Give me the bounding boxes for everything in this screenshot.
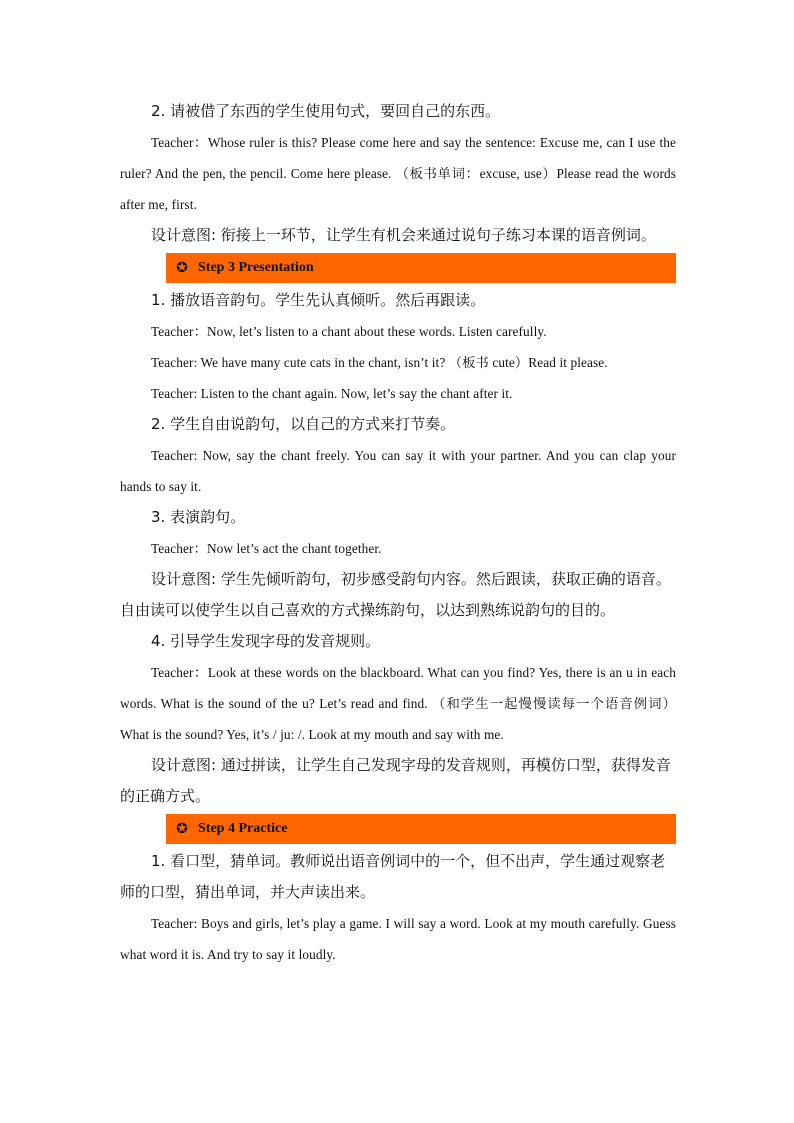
- paragraph: Teacher：Look at these words on the blackboard. What can you find? Yes, there is an u in each words. What is the sound of the u? Let’s read and find. （和学生一起慢慢读每一个语音例词）What is the sound? Yes, it’s / ju: /. Look at my mouth and say with me.: [120, 665, 676, 742]
- star-bullet-icon: ✪: [176, 260, 188, 276]
- paragraph: Teacher: Listen to the chant again. Now, let’s say the chant after it.: [151, 386, 513, 401]
- paragraph: Teacher：Whose ruler is this? Please come here and say the sentence: Excuse me, can I use the ruler? And the pen, the pencil. Come here please. （板书单词：excuse, use）Please read the words after me, first.: [120, 135, 676, 212]
- design-intent: 设计意图: 学生先倾听韵句，初步感受韵句内容。然后跟读，获取正确的语音。自由读可以使学生以自己喜欢的方式操练韵句，以达到熟练说韵句的目的。: [120, 570, 671, 619]
- section-title: Step 4 Practice: [198, 821, 288, 836]
- paragraph: 2. 学生自由说韵句，以自己的方式来打节奏。: [151, 415, 456, 433]
- paragraph: 3. 表演韵句。: [151, 508, 246, 526]
- star-bullet-icon: ✪: [176, 821, 188, 837]
- section-title: Step 3 Presentation: [198, 260, 314, 275]
- paragraph: Teacher：Now, let’s listen to a chant about these words. Listen carefully.: [151, 324, 547, 339]
- paragraph: Teacher: Boys and girls, let’s play a game. I will say a word. Look at my mouth carefully. Guess what word it is. And try to say it loudly.: [120, 916, 676, 962]
- paragraph: Teacher: Now, say the chant freely. You can say it with your partner. And you can clap your hands to say it.: [120, 448, 676, 494]
- section-header-step3: [166, 253, 676, 283]
- design-intent: 设计意图: 通过拼读，让学生自己发现字母的发音规则，再模仿口型，获得发音的正确方式。: [120, 756, 671, 805]
- paragraph: 1. 播放语音韵句。学生先认真倾听。然后再跟读。: [151, 291, 486, 309]
- paragraph: 4. 引导学生发现字母的发音规则。: [151, 632, 381, 650]
- paragraph: 1. 看口型，猜单词。教师说出语音例词中的一个，但不出声，学生通过观察老师的口型，猜出单词，并大声读出来。: [120, 852, 666, 901]
- design-intent: 设计意图: 衔接上一环节，让学生有机会来通过说句子练习本课的语音例词。: [151, 226, 656, 244]
- section-header-step4: [166, 814, 676, 844]
- paragraph: Teacher：Now let’s act the chant together.: [151, 541, 382, 556]
- document-page: [120, 96, 676, 970]
- paragraph: 2. 请被借了东西的学生使用句式，要回自己的东西。: [151, 102, 501, 120]
- paragraph: Teacher: We have many cute cats in the chant, isn’t it? （板书 cute）Read it please.: [151, 355, 608, 370]
